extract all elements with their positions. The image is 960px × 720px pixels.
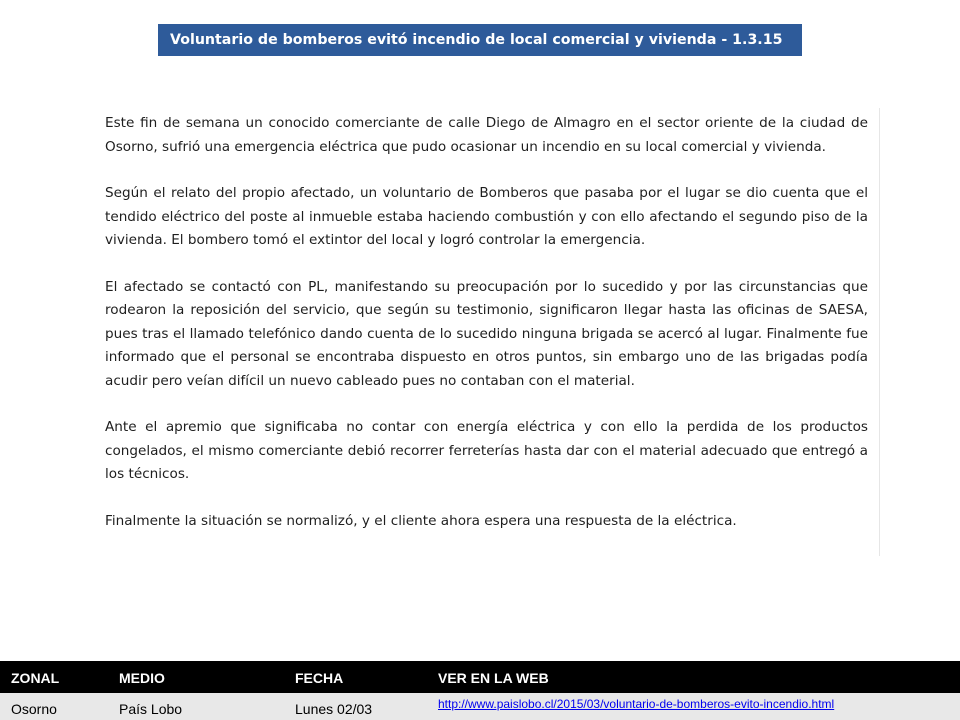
source-footer	[0, 661, 960, 720]
article-body	[105, 112, 868, 556]
article-paragraph-5: Finalmente la situación se normalizó, y el cliente ahora espera una respuesta de la eléctrica.	[105, 512, 737, 529]
article-paragraph-3: El afectado se contactó con PL, manifestando su preocupación por lo sucedido y por las circunstancias que rodearon la reposición del servicio, que según su testimonio, significaron llegar hasta las oficinas de SAESA, pues tras el llamado telefónico dando cuenta de lo sucedido ninguna brigada se acercó al lugar. Finalmente fue informado que el personal se encontraba dispuesto en otros puntos, sin embargo uno de las brigadas podía acudir pero veían difícil un nuevo cableado pues no contaban con el material.	[105, 278, 868, 389]
article-paragraph-2: Según el relato del propio afectado, un voluntario de Bomberos que pasaba por el lugar se dio cuenta que el tendido eléctrico del poste al inmueble estaba haciendo combustión y con ello afectando el segundo piso de la vivienda. El bombero tomó el extintor del local y logró controlar la emergencia.	[105, 185, 868, 248]
footer-header-row	[0, 661, 960, 693]
article-headline-banner	[158, 24, 802, 56]
article-paragraph-1: Este fin de semana un conocido comerciante de calle Diego de Almagro en el sector oriente de la ciudad de Osorno, sufrió una emergencia eléctrica que pudo ocasionar un incendio en su local comercial y vivienda.	[105, 115, 868, 155]
header-medio: MEDIO	[119, 670, 165, 686]
article-border	[879, 108, 880, 556]
article-paragraph-4: Ante el apremio que significaba no contar con energía eléctrica y con ello la perdida de los productos congelados, el mismo comerciante debió recorrer ferreterías hasta dar con el material adecuado que entregó a los técnicos.	[105, 419, 868, 482]
value-medio: País Lobo	[119, 701, 183, 717]
value-fecha: Lunes 02/03	[295, 701, 373, 717]
header-zonal: ZONAL	[11, 670, 60, 686]
source-link[interactable]: http://www.paislobo.cl/2015/03/voluntario-de-bomberos-evito-incendio.html	[438, 697, 835, 711]
value-zonal: Osorno	[11, 701, 57, 717]
header-web: VER EN LA WEB	[438, 670, 549, 686]
header-fecha: FECHA	[295, 670, 344, 686]
article-headline: Voluntario de bomberos evitó incendio de local comercial y vivienda - 1.3.15	[170, 32, 783, 48]
footer-value-row	[0, 693, 960, 720]
